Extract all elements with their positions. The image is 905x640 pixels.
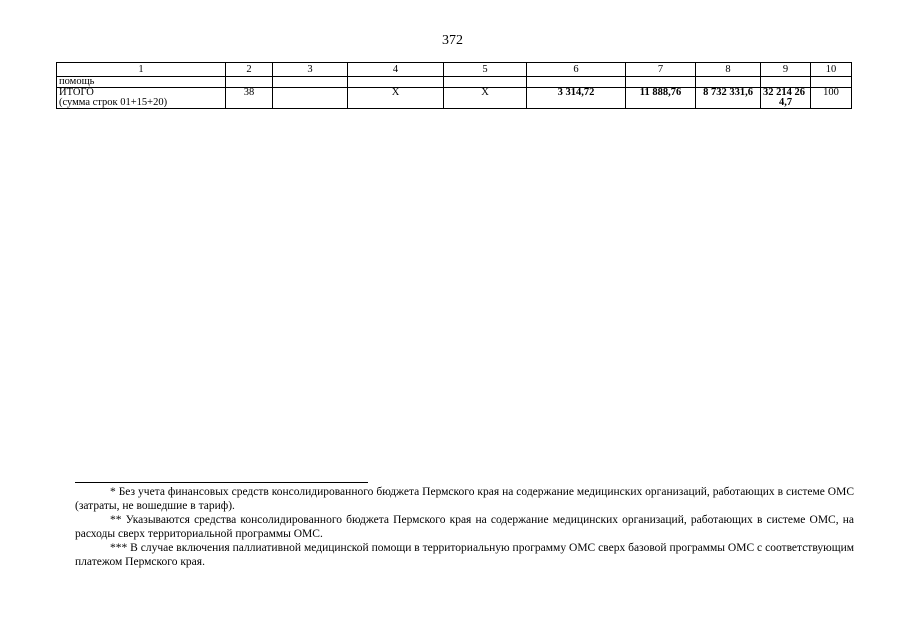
table-row-total xyxy=(57,88,852,109)
total-col2: 38 xyxy=(226,88,273,109)
total-col9-line2: 4,7 xyxy=(778,97,793,108)
row-label-total xyxy=(57,88,226,109)
row-label: помощь xyxy=(57,77,226,88)
header-cell: 4 xyxy=(348,63,444,77)
header-cell: 3 xyxy=(273,63,348,77)
table-header-row xyxy=(57,63,852,77)
table-cell xyxy=(527,77,626,88)
header-cell: 10 xyxy=(811,63,852,77)
table-cell xyxy=(696,77,761,88)
header-cell: 2 xyxy=(226,63,273,77)
footnotes xyxy=(75,485,854,569)
total-col9-line1: 32 214 26 xyxy=(763,87,805,98)
total-sublabel: (сумма строк 01+15+20) xyxy=(59,97,168,108)
table-cell xyxy=(811,77,852,88)
total-col4: Х xyxy=(348,88,444,109)
footnote-2: ** Указываются средства консолидированного бюджета Пермского края на содержание медицинских организаций, работающих в системе ОМС, на расходы сверх территориальной программы ОМС. xyxy=(75,514,854,540)
table-cell xyxy=(761,77,811,88)
header-cell: 6 xyxy=(527,63,626,77)
table-cell xyxy=(626,77,696,88)
total-label: ИТОГО xyxy=(59,87,94,98)
table-cell xyxy=(348,77,444,88)
page-number: 372 xyxy=(442,33,463,48)
total-col3 xyxy=(273,88,348,109)
header-cell: 7 xyxy=(626,63,696,77)
header-cell: 1 xyxy=(57,63,226,77)
total-col7: 11 888,76 xyxy=(626,88,696,109)
header-cell: 9 xyxy=(761,63,811,77)
table-cell xyxy=(444,77,527,88)
table-cell xyxy=(273,77,348,88)
total-col8: 8 732 331,6 xyxy=(696,88,761,109)
total-col6: 3 314,72 xyxy=(527,88,626,109)
data-table xyxy=(56,62,852,109)
footnote-1: * Без учета финансовых средств консолидированного бюджета Пермского края на содержание медицинских организаций, работающих в системе ОМС (затраты, не вошедшие в тариф). xyxy=(75,486,854,512)
total-col9 xyxy=(761,88,811,109)
header-cell: 8 xyxy=(696,63,761,77)
header-cell: 5 xyxy=(444,63,527,77)
footnote-divider xyxy=(75,482,368,483)
total-col5: Х xyxy=(444,88,527,109)
table-row-continuation xyxy=(57,77,852,88)
table-cell xyxy=(226,77,273,88)
total-col10: 100 xyxy=(811,88,852,109)
footnote-3: *** В случае включения паллиативной медицинской помощи в территориальную программу ОМС сверх базовой программы ОМС с соответствующим платежом Пермского края. xyxy=(75,542,854,568)
